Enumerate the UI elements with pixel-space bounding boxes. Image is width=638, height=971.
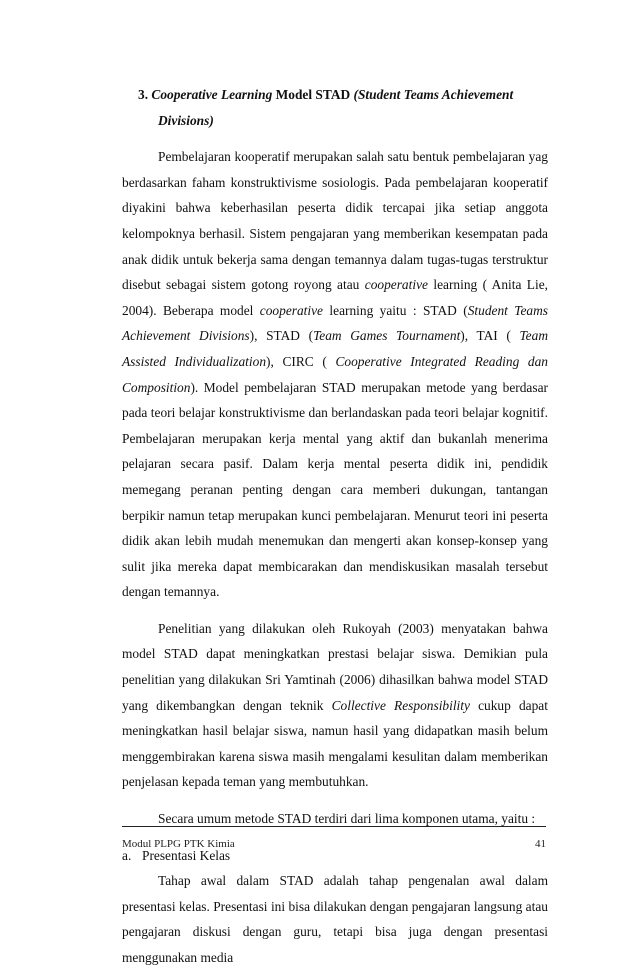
section-heading bbox=[138, 82, 548, 133]
list-item-letter: a. bbox=[122, 847, 132, 863]
list-item-label: Presentasi Kelas bbox=[142, 847, 231, 863]
section-title-italic: Cooperative Learning bbox=[151, 87, 273, 102]
section-number: 3. bbox=[138, 87, 149, 102]
paragraph-4: Tahap awal dalam STAD adalah tahap pengenalan awal dalam presentasi kelas. Presentasi ini bisa dilakukan dengan pengajaran langsung atau pengajaran diskusi dengan guru, tetapi bisa juga dengan presentasi menggunakan media bbox=[122, 873, 548, 965]
paragraph-2: Penelitian yang dilakukan oleh Rukoyah (2003) menyatakan bahwa model STAD dapat meningkatkan prestasi belajar siswa. Demikian pula penelitian yang dilakukan Sri Yamtinah (2006) dihasilkan bahwa model STAD yang dikembangkan dengan teknik Collective Responsibility cukup dapat meningkatkan hasil belajar siswa, namun hasil yang didapatkan masih belum menggembirakan karena siswa masih mengalami kesulitan dalam memberikan penjelasan kepada teman yang membutuhkan. bbox=[122, 620, 548, 790]
spacer bbox=[122, 605, 548, 616]
footer-title: Modul PLPG PTK Kimia bbox=[122, 838, 235, 850]
page-number: 41 bbox=[535, 838, 546, 850]
section-title-paren-first: (Student Teams Achievement bbox=[353, 87, 514, 102]
paragraph-3: Secara umum metode STAD terdiri dari lima komponen utama, yaitu : bbox=[158, 811, 536, 827]
section-title-paren-second: Divisions) bbox=[158, 112, 214, 128]
footer-divider bbox=[122, 826, 546, 827]
section-title-normal: Model STAD bbox=[272, 87, 354, 102]
paragraph-1: Pembelajaran kooperatif merupakan salah satu bentuk pembelajaran yag berdasarkan faham konstruktivisme sosiologis. Pada pembelajaran kooperatif diyakini bahwa keberhasilan peserta didik tercapai jika setiap anggota kelompoknya berhasil. Sistem pengajaran yang memberikan kesempatan pada anak didik untuk bekerja sama dengan temannya dalam tugas-tugas terstruktur disebut sebagai sistem gotong royong atau cooperative learning ( Anita Lie, 2004). Beberapa model cooperative learning yaitu : STAD (Student Teams Achievement Divisions), STAD (Team Games Tournament), TAI ( Team Assisted Individualization), CIRC ( Cooperative Integrated Reading dan Composition). Model pembelajaran STAD merupakan metode yang berdasar pada teori belajar konstruktivisme dan berlandaskan pada teori belajar kognitif. Pembelajaran merupakan kerja mental yang aktif dan bukanlah menerima pelajaran secara pasif. Dalam kerja mental peserta didik ini, pendidik memegang peranan penting dengan cara memberi dukungan, tantangan berpikir namun tetap merupakan kunci pembelajaran. Menurut teori ini peserta didik akan lebih mudah menemukan dan mengerti akan konsep-konsep yang sulit jika mereka dapat membicarakan dan mendiskusikan masalah tersebut dengan temannya. bbox=[122, 149, 549, 600]
spacer bbox=[122, 133, 548, 144]
spacer bbox=[122, 795, 548, 806]
